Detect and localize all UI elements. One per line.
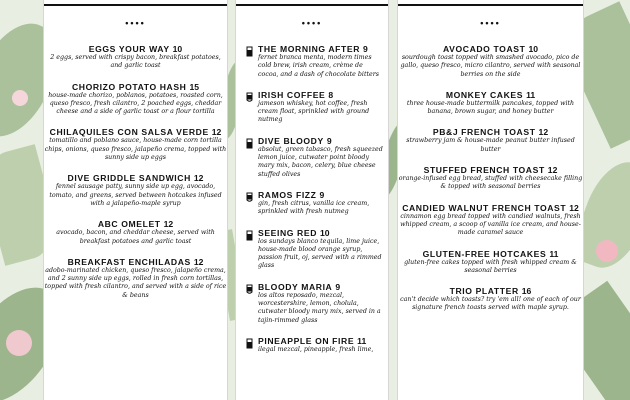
menu-item-description: fernet branca menta, modern times cold brew, irish cream, crème de cocoa, and a dash of chocolate bitters [258,54,379,78]
menu-item-price: 16 [521,286,532,297]
menu-item-price: 12 [193,256,204,267]
menu-item-price: 9 [319,189,325,200]
menu-item-title: GLUTEN-FREE HOTCAKES [422,248,547,259]
divider-dots: •••• [301,18,323,28]
menu-item-description: fennel sausage patty, sunny side up egg, avocado, tomato, and greens, served between hotcakes infused with a jalapeño-maple syrup [49,183,222,207]
menu-item-title: BREAKFAST ENCHILADAS [67,256,191,267]
menu-item [398,44,583,79]
menu-item-price: 10 [172,44,183,54]
menu-item-name [44,44,227,54]
menu-item-price: 12 [211,127,222,138]
menu-item-name [44,173,227,183]
menu-item-price: 10 [528,44,538,54]
menu-item-title: PINEAPPLE ON FIRE [258,335,355,346]
menu-item-name [44,127,227,137]
menu-item [44,44,227,71]
menu-item-description: orange-infused egg bread, stuffed with cheesecake filling & topped with seasonal berries [398,175,583,191]
menu-item-name [398,286,583,296]
menu-item [246,282,384,325]
menu-item [246,336,384,354]
menu-item-name [258,136,384,146]
menu-item-title: THE MORNING AFTER [258,44,361,54]
menu-item [398,286,583,313]
menu-item-description: gluten-free cakes topped with fresh whipped cream & seasonal berries [404,258,577,274]
menu-item-description: gin, fresh citrus, vanilla ice cream, sprinkled with fresh nutmeg [258,199,370,216]
menu-item-title: CHORIZO POTATO HASH [71,81,187,92]
menu-item-title: BLOODY MARIA [258,281,333,292]
menu-item-price: 9 [335,281,341,292]
header-rule [236,0,388,8]
menu-item [398,90,583,117]
menu-item [44,219,227,246]
cocktail-glass-icon [246,190,253,201]
cocktail-glass-icon [246,336,253,347]
menu-item-description: strawberry jam & house-made peanut butter infused butter [406,137,575,153]
cocktail-glass-icon [246,136,253,147]
menu-item-title: TRIO PLATTER [449,286,519,297]
menu-item-title: ABC OMELET [97,219,161,230]
menu-item-title: DIVE BLOODY [258,135,324,146]
menu-item [246,44,384,79]
menu-item [398,203,583,238]
menu-item [246,228,384,271]
menu-item-name [44,257,227,267]
menu-item-title: STUFFED FRENCH TOAST [423,165,545,176]
menu-item-title: EGGS YOUR WAY [88,44,170,54]
menu-item [246,90,384,125]
menu-item-name [258,282,384,292]
menu-item-price: 9 [326,135,332,146]
menu-item-name [44,82,227,92]
menu-item-price: 8 [328,89,334,100]
menu-item-description: jameson whiskey, hot coffee, fresh cream float, sprinkled with ground nutmeg [258,99,370,124]
menu-item-price: 12 [538,127,549,138]
menu-item-description: avocado, bacon, and cheddar cheese, served with breakfast potatoes and garlic toast [56,229,215,245]
menu-item-description: 2 eggs, served with crispy bacon, breakfast potatoes, and garlic toast [50,54,221,70]
header-rule [44,0,227,8]
menu-item-description: house-made chorizo, poblanos, potatoes, roasted corn, queso fresco, fresh cilantro, 2 poached eggs, cheddar cheese and a side of garlic toast or a flour tortilla [48,91,223,116]
menu-item-name [258,90,384,100]
menu-item [246,190,384,217]
menu-item-name [398,127,583,137]
menu-item-description: los altos reposado, mezcal, worcestershire, lemon, cholula, cutwater bloody mary mix, served in a tajin-rimmed glass [258,291,381,324]
menu-item-name [398,44,583,54]
menu-item-price: 11 [549,248,559,259]
menu-item-price: 12 [547,165,558,176]
menu-item-name [258,336,384,346]
menu-item-name [398,203,583,213]
menu-item-description: los sundays blanco tequila, lime juice, house-made blood orange syrup, passion fruit, oj, served with a rimmed glass [258,237,382,270]
menu-item-title: MONKEY CAKES [445,89,524,100]
divider-dots: •••• [480,18,501,28]
menu-item-name [258,44,384,54]
cocktail-glass-icon [246,228,253,239]
menu-item-title: CANDIED WALNUT FRENCH TOAST [402,202,567,213]
menu-item-description: cinnamon egg bread topped with candied walnuts, fresh whipped cream, a scoop of vanilla ice cream, and house-made caramel sauce [400,212,581,237]
menu-item-price: 9 [363,44,368,54]
menu-item-name [258,190,384,200]
menu-item-name [44,219,227,229]
menu-item-description: absolut, green tabasco, fresh squeezed lemon juice, cutwater point bloody mary mix, bacon, celery, blue cheese stuffed olives [258,145,383,178]
menu-item [398,127,583,154]
menu-item-name [398,165,583,175]
menu-item-description: adobo-marinated chicken, queso fresco, jalapeño crema, and 2 sunny side up eggs, rolled in fresh corn tortillas, topped with fresh cilantro, and served with a side of rice & beans [44,266,227,299]
menu-item [44,127,227,162]
menu-item-price: 15 [189,81,200,92]
menu-item-title: SEEING RED [258,227,318,238]
menu-item-description: three house-made buttermilk pancakes, topped with banana, brown sugar, and honey butter [406,99,575,116]
menu-item-description: tomatillo and poblano sauce, house-made corn tortilla chips, onions, queso fresco, jalapeño crema, topped with sunny side up eggs [44,137,227,162]
menu-item [44,173,227,208]
menu-item-price: 10 [320,227,330,238]
cocktail-glass-icon [246,44,253,55]
header-rule [398,0,583,8]
menu-item-name [398,249,583,259]
menu-item [398,249,583,276]
menu-item [44,82,227,117]
menu-item-title: CHILAQUILES CON SALSA VERDE [49,127,209,138]
menu-item-description: sourdough toast topped with smashed avocado, pico de gallo, queso fresco, micro cilantro, served with seasonal berries on the side [400,54,581,78]
menu-item-name [398,90,583,100]
menu-item-name [258,228,384,238]
menu-item [246,136,384,179]
menu-item-price: 11 [526,89,536,100]
divider-dots: •••• [125,18,146,28]
menu-column-drinks [236,0,388,400]
menu-item [44,257,227,300]
menu-item [398,165,583,192]
menu-item-description: can't decide which toasts? try 'em all! one of each of our signature french toasts served with maple syrup. [400,296,581,312]
menu-item-price: 12 [163,219,174,230]
menu-item-title: AVOCADO TOAST [442,44,526,54]
cocktail-glass-icon [246,282,253,293]
menu-item-title: IRISH COFFEE [258,89,326,100]
menu-item-title: PB&J FRENCH TOAST [432,127,536,138]
menu-item-description: ilegal mezcal, pineapple, fresh lime, [258,345,374,353]
menu-item-price: 12 [193,173,204,184]
menu-column-toasts [398,0,583,400]
cocktail-glass-icon [246,90,253,101]
menu-item-title: RAMOS FIZZ [258,189,317,200]
menu-item-title: DIVE GRIDDLE SANDWICH [67,173,191,184]
menu-item-price: 11 [357,335,367,346]
menu-column-breakfast [44,0,227,400]
menu-item-price: 12 [569,202,579,213]
